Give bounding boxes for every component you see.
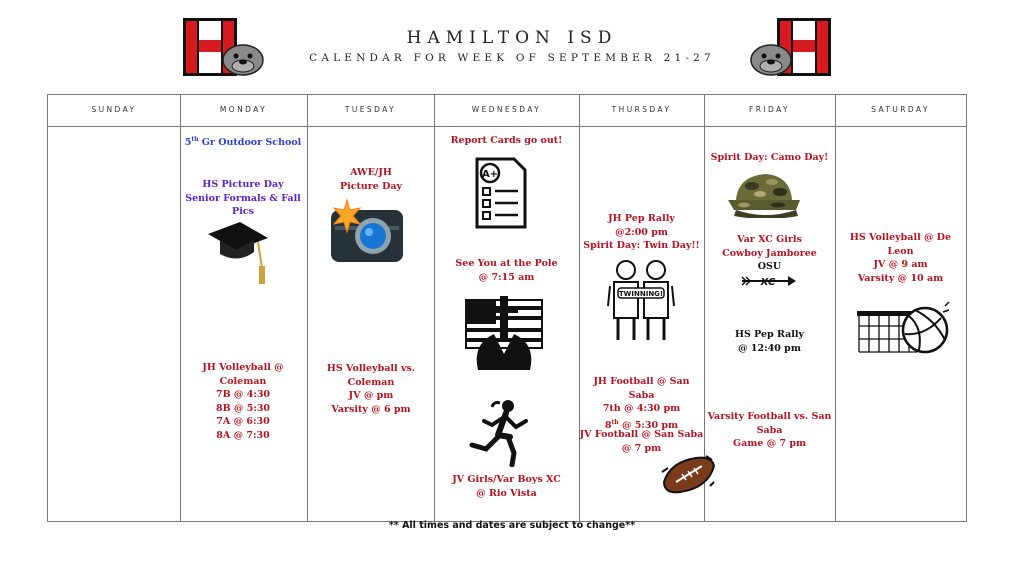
twinning-text: TWINNING! <box>618 290 664 298</box>
volleyball-net-icon <box>857 298 951 360</box>
event-line: JH Volleyball @ Coleman <box>202 362 284 387</box>
day-header-thursday: THURSDAY <box>611 105 672 114</box>
event-line: JV @ pm <box>348 390 394 401</box>
tuesday-picture-day <box>308 166 434 193</box>
column-divider <box>434 95 435 521</box>
event-line: See You at the Pole <box>455 258 558 269</box>
event-line: JV Football @ San Saba <box>579 429 704 440</box>
tuesday-hs-volleyball <box>308 362 434 416</box>
column-divider <box>307 95 308 521</box>
friday-spirit-day: Spirit Day: Camo Day! <box>710 152 829 163</box>
event-line: Game @ 7 pm <box>732 438 807 449</box>
day-header-tuesday: TUESDAY <box>344 105 397 114</box>
report-card-grade: A+ <box>481 169 499 180</box>
day-header-friday: FRIDAY <box>749 105 790 114</box>
outdoor-school-text: Gr Outdoor School <box>198 137 302 149</box>
day-header-saturday: SATURDAY <box>871 105 930 114</box>
wednesday-see-you-at-pole <box>434 257 579 284</box>
event-line: AWE/JH <box>350 167 392 178</box>
friday-hs-pep-rally <box>704 328 835 355</box>
event-line: OSU <box>757 261 782 272</box>
column-divider <box>180 95 181 521</box>
event-time: @ 5:30 pm <box>618 419 679 431</box>
xc-arrow-icon <box>740 274 796 288</box>
event-line: Coleman <box>347 376 395 388</box>
event-line: JH Football @ San Saba <box>593 376 690 401</box>
event-line: 8B @ 5:30 <box>215 402 271 414</box>
monday-jh-volleyball <box>180 361 306 442</box>
event-line: @ 7 pm <box>621 442 662 454</box>
column-divider <box>835 95 836 521</box>
ordinal-suffix: th <box>611 418 619 426</box>
event-line: Varsity @ 10 am <box>857 272 944 284</box>
event-line: Spirit Day: Twin Day!! <box>583 240 700 251</box>
column-divider <box>579 95 580 521</box>
event-line: Cowboy Jamboree <box>722 247 817 259</box>
event-line: JH Pep Rally <box>608 213 675 224</box>
football-icon <box>660 452 716 496</box>
event-line: @2:00 pm <box>615 226 668 238</box>
friday-varsity-football <box>704 410 835 451</box>
twins-icon <box>606 258 676 344</box>
wednesday-report-cards: Report Cards go out! <box>450 135 563 146</box>
event-line: @ Rio Vista <box>476 487 537 499</box>
xc-logo-text: XC <box>760 277 776 288</box>
event-line: HS Volleyball @ De <box>849 232 952 243</box>
event-line: 7B @ 4:30 <box>215 389 271 400</box>
event-line: HS Volleyball vs. <box>326 363 416 374</box>
thursday-jh-pep-rally <box>579 212 704 253</box>
event-line: Varsity Football vs. San <box>707 411 832 422</box>
ordinal-number: 5 <box>184 137 192 149</box>
event-line: 7A @ 6:30 <box>216 416 270 427</box>
event-line: HS Picture Day <box>202 179 284 190</box>
thursday-jv-football <box>579 428 704 455</box>
day-header-monday: MONDAY <box>219 105 268 114</box>
camera-icon <box>329 198 405 266</box>
event-line: Varsity @ 6 pm <box>331 403 411 415</box>
bulldog-h-logo-right <box>749 14 833 80</box>
ordinal-number: 8 <box>604 419 612 431</box>
page-subtitle: CALENDAR FOR WEEK OF SEPTEMBER 21-27 <box>309 52 715 64</box>
ordinal-suffix: th <box>191 136 199 143</box>
event-line: Picture Day <box>339 180 403 192</box>
event-line: @ 7:15 am <box>478 271 535 283</box>
monday-picture-day <box>180 178 306 219</box>
wednesday-xc <box>434 473 579 500</box>
event-line: 7th @ 4:30 pm <box>602 403 681 414</box>
friday-var-xc <box>704 233 835 274</box>
thursday-jh-football <box>579 375 704 432</box>
runner-icon <box>466 397 538 467</box>
day-header-wednesday: WEDNESDAY <box>471 105 542 114</box>
event-line: Var XC Girls <box>737 234 802 245</box>
saturday-hs-volleyball <box>835 231 966 285</box>
event-line: HS Pep Rally <box>734 329 805 340</box>
event-line: Pics <box>232 206 254 217</box>
event-line: JV Girls/Var Boys XC <box>452 474 561 485</box>
event-line: Leon <box>887 245 914 257</box>
camo-cap-icon <box>726 170 802 218</box>
event-line: JV @ 9 am <box>873 259 928 270</box>
event-line: Saba <box>756 424 783 436</box>
event-line: Senior Formals & Fall <box>185 192 301 204</box>
monday-outdoor-school <box>180 133 306 150</box>
page-title: HAMILTON ISD <box>406 28 618 48</box>
flag-cross-hands-icon <box>464 294 544 372</box>
disclaimer-footnote: ** All times and dates are subject to change** <box>388 520 636 531</box>
bulldog-h-logo-left <box>181 14 265 80</box>
event-line: @ 12:40 pm <box>738 342 801 354</box>
graduation-cap-icon <box>206 218 270 288</box>
report-card-icon <box>474 156 528 230</box>
day-header-sunday: SUNDAY <box>91 105 137 114</box>
event-line: 8A @ 7:30 <box>216 429 270 441</box>
